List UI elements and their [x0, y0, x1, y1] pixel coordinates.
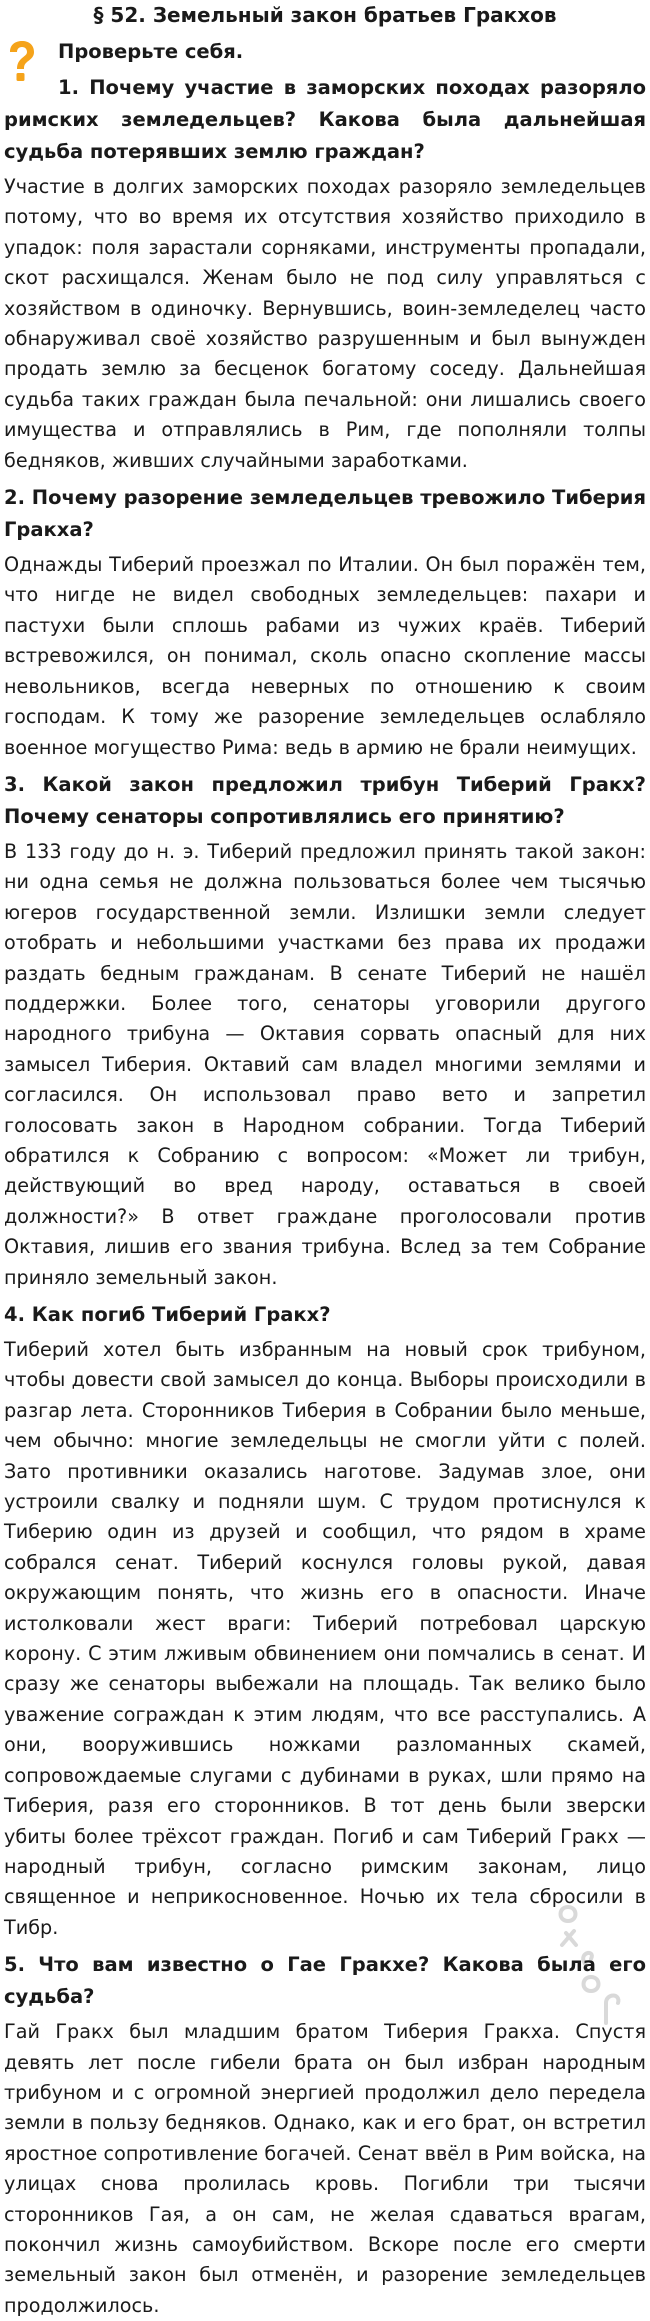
question-1: 1. Почему участие в заморских походах разоряло римских земледельцев? Какова была дальнейшая судьба потерявших землю граждан?	[4, 76, 646, 163]
question-mark-icon	[4, 40, 38, 84]
answer-3: В 133 году до н. э. Тиберий предложил принять такой закон: ни одна семья не должна пользоваться более чем тысячью югеров государственной земли. Излишки земли следует отобрать и небольшими участками без права их продажи раздать бедным гражданам. В сенате Тиберий не нашёл поддержки. Более того, сенаторы уговорили другого народного трибуна — Октавия сорвать опасный для них замысел Тиберия. Октавий сам владел многими землями и согласился. Он использовал право вето и запретил голосовать закон в Народном собрании. Тогда Тиберий обратился к Собранию с вопросом: «Может ли трибун, действующий во вред народу, оставаться в своей должности?» В ответ граждане проголосовали против Октавия, лишив его звания трибуна. Вслед за тем Собрание приняло земельный закон.	[4, 839, 646, 1289]
answer-1: Участие в долгих заморских походах разоряло земледельцев потому, что во время их отсутствия хозяйство приходило в упадок: поля зарастали сорняками, инструменты пропадали, скот расхищался. Женам было не под силу управляться с хозяйством в одиночку. Вернувшись, воин-земледелец часто обнаруживал своё хозяйство разрушенным и был вынужден продать землю за бесценок богатому соседу. Дальнейшая судьба таких граждан была печальной: они лишались своего имущества и отправлялись в Рим, где пополняли толпы бедняков, живших случайными заработками.	[4, 175, 646, 472]
answer-2: Однажды Тиберий проезжал по Италии. Он был поражён тем, что нигде не видел свободных земледельцев: пахари и пастухи были сплошь рабами из чужих краёв. Тиберий встревожился, он понимал, сколь опасно скопление массы невольников, всегда неверных по отношению к своим господам. К тому же разорение земледельцев ослабляло военное могущество Рима: ведь в армию не брали неимущих.	[4, 553, 646, 759]
question-4: 4. Как погиб Тиберий Гракх?	[4, 1303, 331, 1326]
answer-4: Тиберий хотел быть избранным на новый срок трибуном, чтобы довести свой замысел до конца. Выборы происходили в разгар лета. Сторонников Тиберия в Собрании было меньше, чем обычно: многие земледельцы не смогли уйти с полей. Зато противники оказались наготове. Задумав злое, они устроили свалку и подняли шум. С трудом протиснулся к Тиберию один из друзей и сообщил, что рядом в храме собрался сенат. Тиберий коснулся головы рукой, давая окружающим понять, что жизнь его в опасности. Иначе истолковали жест враги: Тиберий потребовал царскую корону. С этим лживым обвинением они помчались в сенат. И сразу же сенаторы выбежали на площадь. Так велико было уважение сограждан к этим людям, что все расступались. А они, вооружившись ножками разломанных скамей, сопровождаемые слугами с дубинами в руках, шли прямо на Тиберия, разя его сторонников. В тот день были зверски убиты более трёхсот граждан. Погиб и сам Тиберий Гракх — народный трибун, согласно римским законам, лицо священное и неприкосновенное. Ночью их тела сбросили в Тибр.	[4, 1338, 646, 1939]
question-2: 2. Почему разорение земледельцев тревожило Тиберия Гракха?	[4, 486, 646, 542]
answer-5: Гай Гракх был младшим братом Тиберия Гракха. Спустя девять лет после гибели брата он был избран народным трибуном и с огромной энергией продолжил дело передела земли в пользу бедняков. Однако, как и его брат, он встретил яростное сопротивление богачей. Сенат ввёл в Рим войска, на улицах снова пролилась кровь. Погибли три тысячи сторонников Гая, а он сам, не желая сдаваться врагам, покончил жизнь самоубийством. Вскоре после его смерти земельный закон был отменён, и разорение земледельцев продолжилось.	[4, 2020, 646, 2317]
check-yourself-block	[4, 38, 646, 66]
check-yourself-heading: Проверьте себя.	[58, 40, 244, 63]
question-3: 3. Какой закон предложил трибун Тиберий Гракх? Почему сенаторы сопротивлялись его принятию?	[4, 772, 646, 828]
page-title: § 52. Земельный закон братьев Гракхов	[93, 3, 557, 27]
question-5: 5. Что вам известно о Гае Гракхе? Какова была его судьба?	[4, 1953, 646, 2009]
